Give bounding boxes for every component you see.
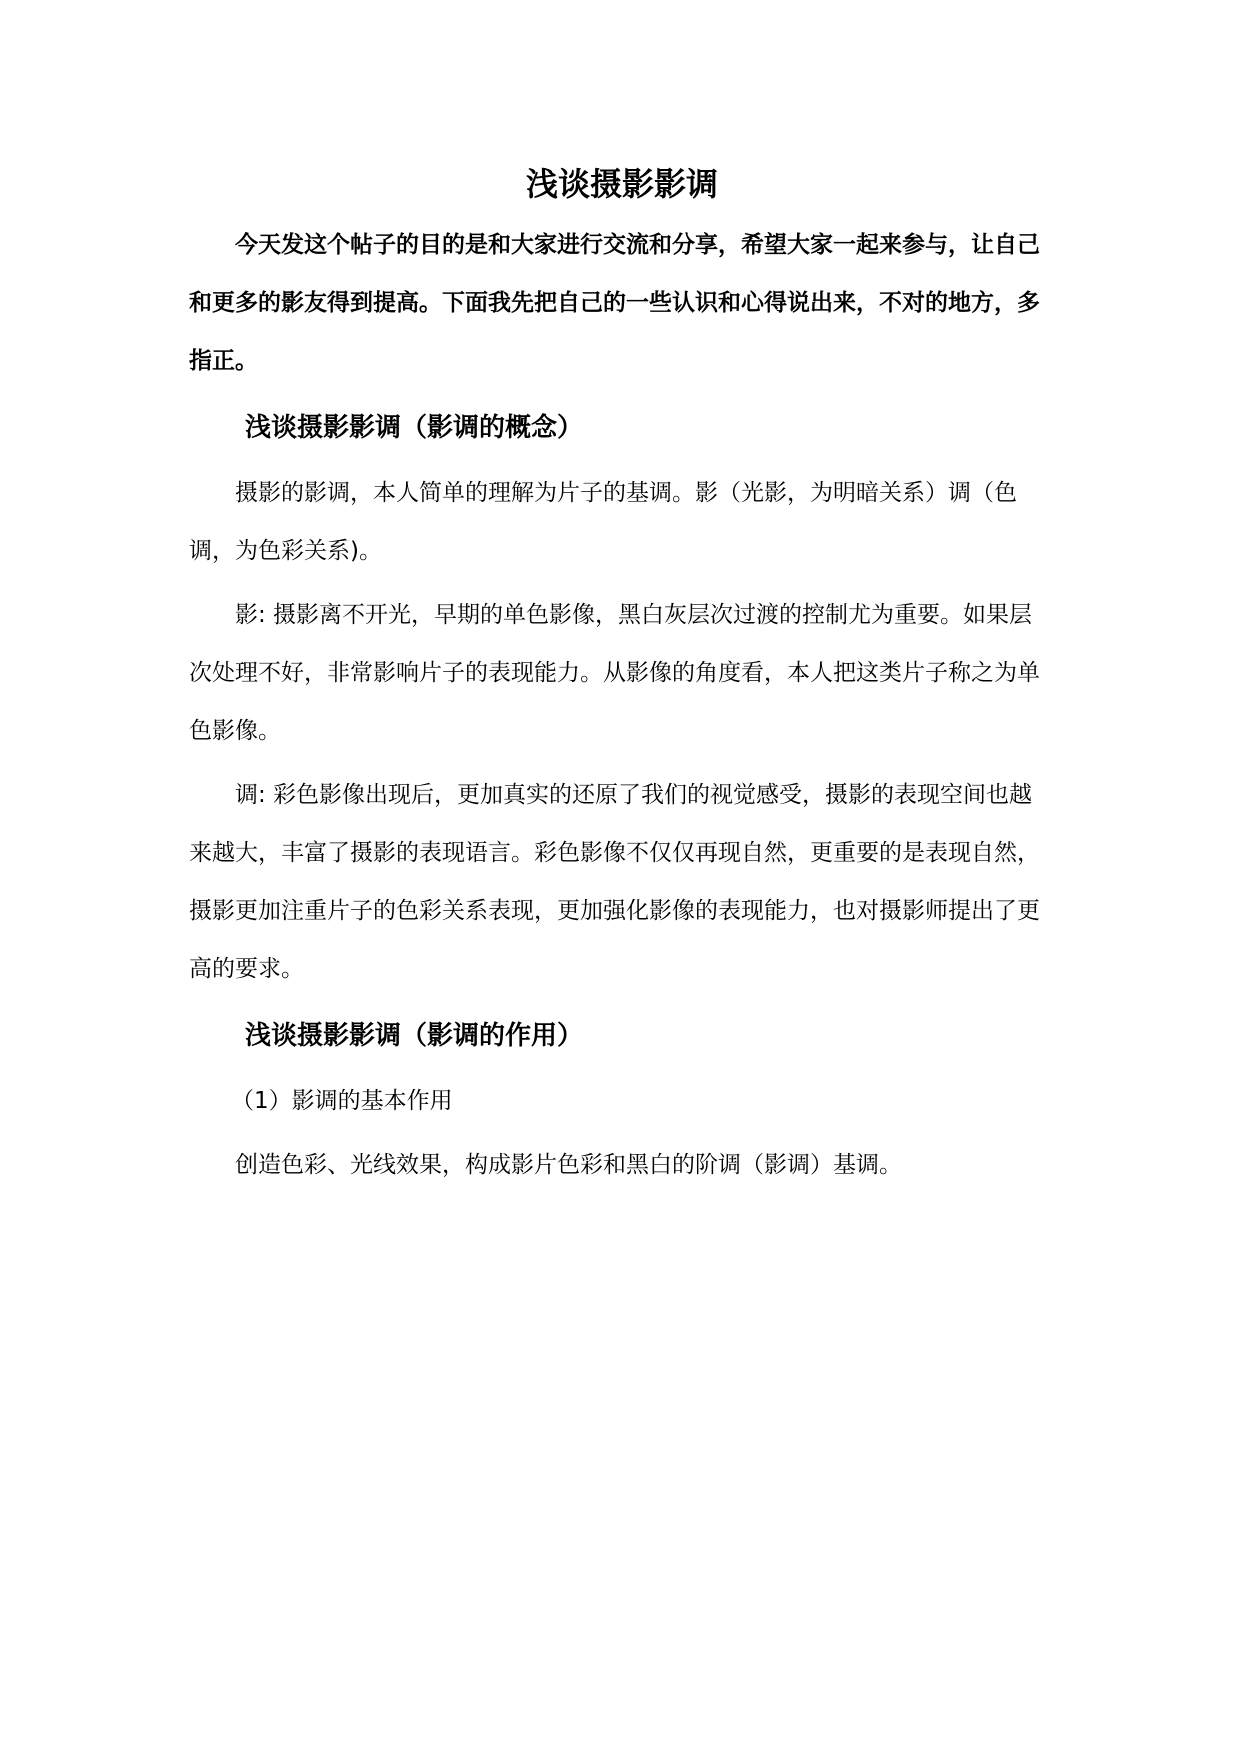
concept-paragraph: 摄影的影调，本人简单的理解为片子的基调。影（光影，为明暗关系）调（色调，为色彩关系)。 xyxy=(189,480,1017,564)
intro-paragraph: 今天发这个帖子的目的是和大家进行交流和分享，希望大家一起来参与，让自己和更多的影友得到提高。下面我先把自己的一些认识和心得说出来，不对的地方，多指正。 xyxy=(189,232,1040,374)
document-title: 浅谈摄影影调 xyxy=(525,165,718,203)
section-heading-concept: 浅谈摄影影调（影调的概念） xyxy=(245,413,584,443)
ying-paragraph: 影: 摄影离不开光，早期的单色影像，黑白灰层次过渡的控制尤为重要。如果层次处理不好，非常影响片子的表现能力。从影像的角度看，本人把这类片子称之为单色影像。 xyxy=(189,602,1040,744)
basic-function-paragraph: 创造色彩、光线效果，构成影片色彩和黑白的阶调（影调）基调。 xyxy=(235,1152,902,1178)
document-content xyxy=(189,160,1055,1200)
section-heading-function: 浅谈摄影影调（影调的作用） xyxy=(245,1021,584,1051)
basic-function-label: （1）影调的基本作用 xyxy=(231,1088,453,1114)
tiao-paragraph: 调: 彩色影像出现后，更加真实的还原了我们的视觉感受，摄影的表现空间也越来越大，丰富了摄影的表现语言。彩色影像不仅仅再现自然，更重要的是表现自然，摄影更加注重片子的色彩关系表现，更加强化影像的表现能力，也对摄影师提出了更高的要求。 xyxy=(189,782,1040,982)
